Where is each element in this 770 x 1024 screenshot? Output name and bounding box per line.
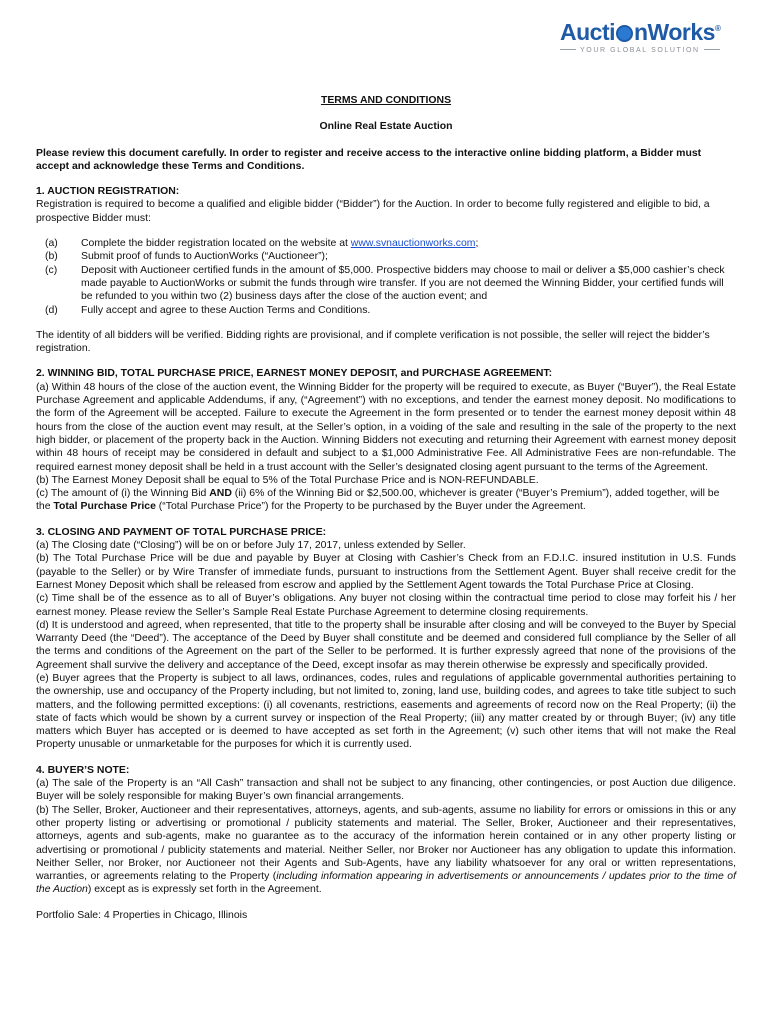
clause-paragraph: (a) The Closing date (“Closing”) will be on or before July 17, 2017, unless extended by Seller.	[36, 540, 466, 552]
auctionworks-logo	[556, 15, 720, 55]
clause-paragraph: (c) The amount of (i) the Winning Bid AND (ii) 6% of the Winning Bid or $2,500.00, whichever is greater (“Buyer’s Premium”), added together, will be the Total Purchase Price (“Total Purchase Price”) for the Property to be purchased by the Buyer under the Agreement.	[36, 488, 720, 513]
clause-paragraph: (e) Buyer agrees that the Property is subject to all laws, ordinances, codes, rules and regulations of applicable governmental authorities pertaining to the ownership, use and occupancy of the Property including, but not limited to, zoning, land use, building codes, and agrees to take title subject to such matters, and the following permitted exceptions: (i) all covenants, restrictions, easements and agreements of record now on the Real Property; (ii) the state of facts which would be shown by a current survey or inspection of the Real Property; (iii) any matter created by or through Buyer; (iv) any title matters which Buyer has accepted or is deemed to have accepted as set forth in the Agreement; (v) such other items that will not make the Real Property unusable or unmarketable for the purposes for which it is currently used.	[36, 672, 736, 751]
intro-paragraph: Please review this document carefully. In order to register and receive access to the interactive online bidding platform, a Bidder must accept and acknowledge these Terms and Conditions.	[36, 147, 702, 172]
clause-paragraph: (d) It is understood and agreed, when represented, that title to the property shall be insurable after closing and will be conveyed to the Buyer by Special Warranty Deed (the “Deed”). The acceptance of the Deed by Buyer shall constitute and be deemed and considered full compliance by the Seller of all the terms and conditions of the Agreement on the part of the Seller to be performed. It is further expressly agreed that none of the provisions of the Agreement shall survive the delivery and acceptance of the Deed, except insofar as may therein otherwise be expressly and specifically provided.	[36, 619, 736, 671]
section-paragraph: The identity of all bidders will be verified. Bidding rights are provisional, and if complete verification is not possible, the seller will reject the bidder’s registration.	[36, 329, 710, 355]
clause-paragraph: (b) The Seller, Broker, Auctioneer and their representatives, attorneys, agents, and sub-agents, assume no liability for errors or omissions in this or any other property listing or advertising or promotional / publicity statements and material. The Seller, Broker, Auctioneer and their representatives, attorneys, agents and sub-agents, make no guarantee as to the accuracy of the information herein contained or in any other property listing or advertising or promotional / publicity statements and material. Neither Seller, nor Broker nor Auctioneer has any obligation to update this information. Neither Seller, nor Broker, nor Auctioneer not their Agents and Sub-Agents, have any liability whatsoever for any oral or written representations, warranties, or agreements relating to the Property (including information appearing in advertisements or announcements / updates prior to the time of the Auction) except as is expressly set forth in the Agreement.	[36, 804, 736, 896]
logo-wordmark	[560, 15, 720, 46]
section-heading: 1. AUCTION REGISTRATION:	[36, 186, 180, 198]
clause-paragraph: (a) Within 48 hours of the close of the auction event, the Winning Bidder for the property will be required to execute, as Buyer (“Buyer”), the Real Estate Purchase Agreement and applicable Addendums, if any, (“Agreement”) with no exceptions, and tender the earnest money deposit. No modifications to the form of the Agreement will be accepted. Failure to execute the Agreement in the form presented or to tender the earnest money deposit within 48 hours from the close of the auction event may result, at the Seller’s option, in a voiding of the sale and resulting in the sale of the property to the next high bidder, or placement of the property back in the Auction. Winning Bidders not executing and returning their Agreement with earnest money deposit within 48 hours of receipt may be considered in default and subject to a $1,000 Administrative Fee. All Administrative Fees are non-refundable. The required earnest money deposit shall be held in a trust account with the Seller’s designated closing agent pursuant to the terms of the Agreement.	[36, 381, 736, 473]
globe-icon	[616, 25, 633, 42]
document-body	[36, 94, 736, 922]
clause-paragraph: (c) Time shall be of the essence as to all of Buyer’s obligations. Any buyer not closing within the contractual time period to close may forfeit his / her earnest money. Please review the Seller’s Sample Real Estate Purchase Agreement to determine closing requirements.	[36, 593, 736, 618]
clause-paragraph: (a) The sale of the Property is an “All Cash” transaction and shall not be subject to any financing, other contingencies, or post Auction due diligence. Buyer will be solely responsible for making Buyer’s own financial arrangements.	[36, 778, 736, 803]
page-title: TERMS AND CONDITIONS	[320, 95, 452, 106]
section-heading: 2. WINNING BID, TOTAL PURCHASE PRICE, EARNEST MONEY DEPOSIT, and PURCHASE AGREEMENT:	[36, 368, 553, 380]
section-buyers-note	[36, 764, 736, 897]
list-item: (d) Fully accept and agree to these Auction Terms and Conditions.	[45, 304, 371, 316]
logo-text-start: Aucti	[560, 19, 615, 45]
list-item: (a) Complete the bidder registration located on the website at www.svnauctionworks.com;	[45, 238, 479, 250]
section-auction-registration	[36, 185, 736, 355]
section-heading: 4. BUYER’S NOTE:	[36, 764, 130, 776]
list-item: (c) Deposit with Auctioneer certified funds in the amount of $5,000. Prospective bidders may choose to mail or deliver a $5,000 cashier’s check made payable to AuctionWorks or submit the funds through wire transfer. If you are not deemed the Winning Bidder, your certified funds will be refunded to you within two (2) business days after the close of the auction event; and	[45, 264, 725, 303]
page-subtitle: Online Real Estate Auction	[319, 121, 453, 133]
list-item: (b) Submit proof of funds to AuctionWorks (“Auctioneer”);	[45, 251, 328, 263]
website-link[interactable]: www.svnauctionworks.com	[350, 238, 476, 250]
section-winning-bid	[36, 367, 736, 513]
clause-paragraph: (b) The Total Purchase Price will be due and payable by Buyer at Closing with Cashier’s Check from an F.D.I.C. insured institution in U.S. Funds (payable to the Seller) or by Wire Transfer of immediate funds, pursuant to instructions from the Settlement Agent. Buyer shall receive credit for the Earnest Money Deposit which shall be released from escrow and applied by the Settlement Agent towards the Total Purchase Price at Closing.	[36, 553, 736, 591]
clause-paragraph: (b) The Earnest Money Deposit shall be equal to 5% of the Total Purchase Price and is NON-REFUNDABLE.	[36, 474, 539, 486]
section-closing-payment	[36, 526, 736, 752]
section-paragraph: Registration is required to become a qualified and eligible bidder (“Bidder”) for the Auction. In order to become fully registered and eligible to bid, a prospective Bidder must:	[36, 199, 710, 224]
section-heading: 3. CLOSING AND PAYMENT OF TOTAL PURCHASE PRICE:	[36, 526, 327, 538]
registration-requirements-list	[45, 237, 736, 317]
logo-text-end: nWorks	[634, 19, 715, 45]
logo-tagline: YOUR GLOBAL SOLUTION	[556, 44, 716, 57]
footer-note: Portfolio Sale: 4 Properties in Chicago, Illinois	[36, 909, 248, 921]
registered-mark: ®	[714, 24, 721, 33]
